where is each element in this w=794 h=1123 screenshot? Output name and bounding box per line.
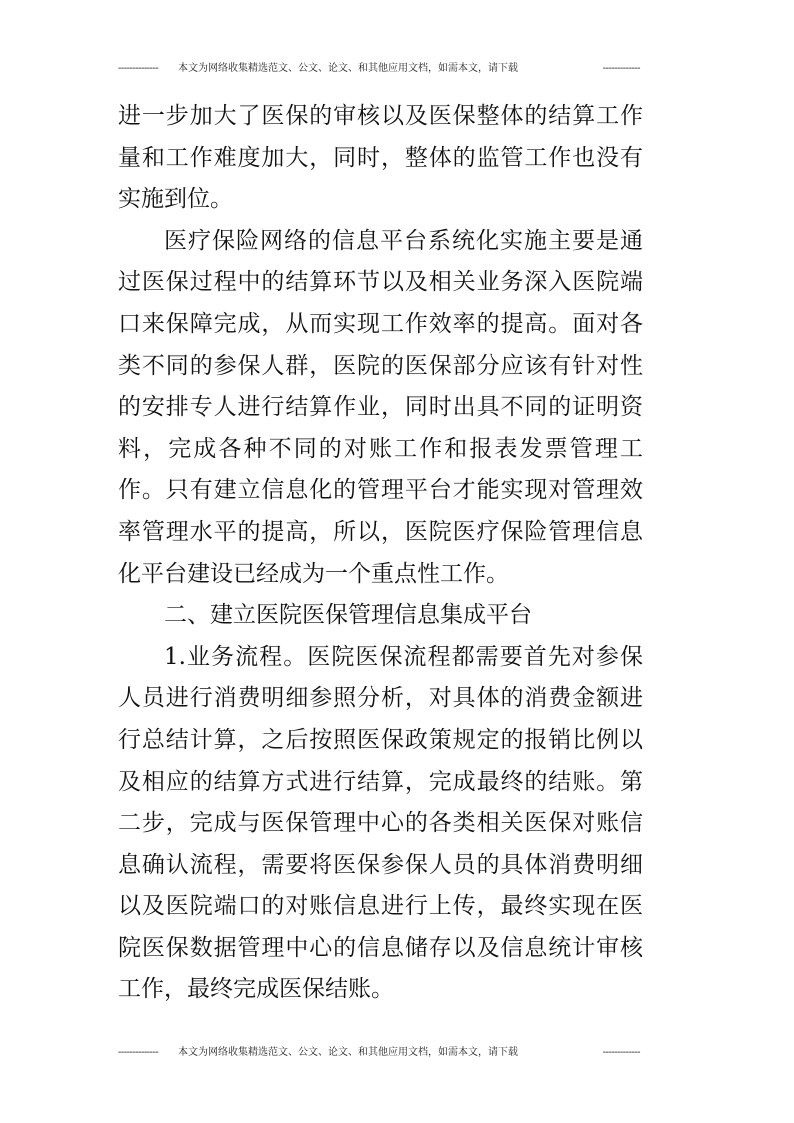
footer-dashes-left: -------------- (118, 1047, 159, 1058)
body-paragraph-2: 医疗保险网络的信息平台系统化实施主要是通过医保过程中的结算环节以及相关业务深入医院端口来保障完成，从而实现工作效率的提高。面对各类不同的参保人群，医院的医保部分应该有针对性的安排专人进行结算作业，同时出具不同的证明资料，完成各种不同的对账工作和报表发票管理工作。只有建立信息化的管理平台才能实现对管理效率管理水平的提高，所以，医院医疗保险管理信息化平台建设已经成为一个重点性工作。 (118, 227, 643, 587)
header-dashes-right: ------------- (602, 63, 640, 74)
footer-banner-text: 本文为网络收集精选范文、公文、论文、和其他应用文档，如需本文，请下载 (178, 1047, 518, 1058)
document-body (118, 96, 643, 1011)
header-banner-text: 本文为网络收集精选范文、公文、论文、和其他应用文档，如需本文，请下载 (178, 63, 518, 74)
header-dashes-left: -------------- (118, 63, 159, 74)
body-paragraph-3: 1.业务流程。医院医保流程都需要首先对参保人员进行消费明细参照分析，对具体的消费金额进行总结计算，之后按照医保政策规定的报销比例以及相应的结算方式进行结算，完成最终的结账。第二步，完成与医保管理中心的各类相关医保对账信息确认流程，需要将医保参保人员的具体消费明细以及医院端口的对账信息进行上传，最终实现在医院医保数据管理中心的信息储存以及信息统计审核工作，最终完成医保结账。 (118, 643, 643, 1003)
page-header (118, 62, 640, 76)
section-heading: 二、建立医院医保管理信息集成平台 (164, 602, 532, 629)
page-footer (118, 1046, 640, 1060)
footer-dashes-right: ------------- (602, 1047, 640, 1058)
body-paragraph-1: 进一步加大了医保的审核以及医保整体的结算工作量和工作难度加大，同时，整体的监管工作也没有实施到位。 (118, 103, 643, 213)
